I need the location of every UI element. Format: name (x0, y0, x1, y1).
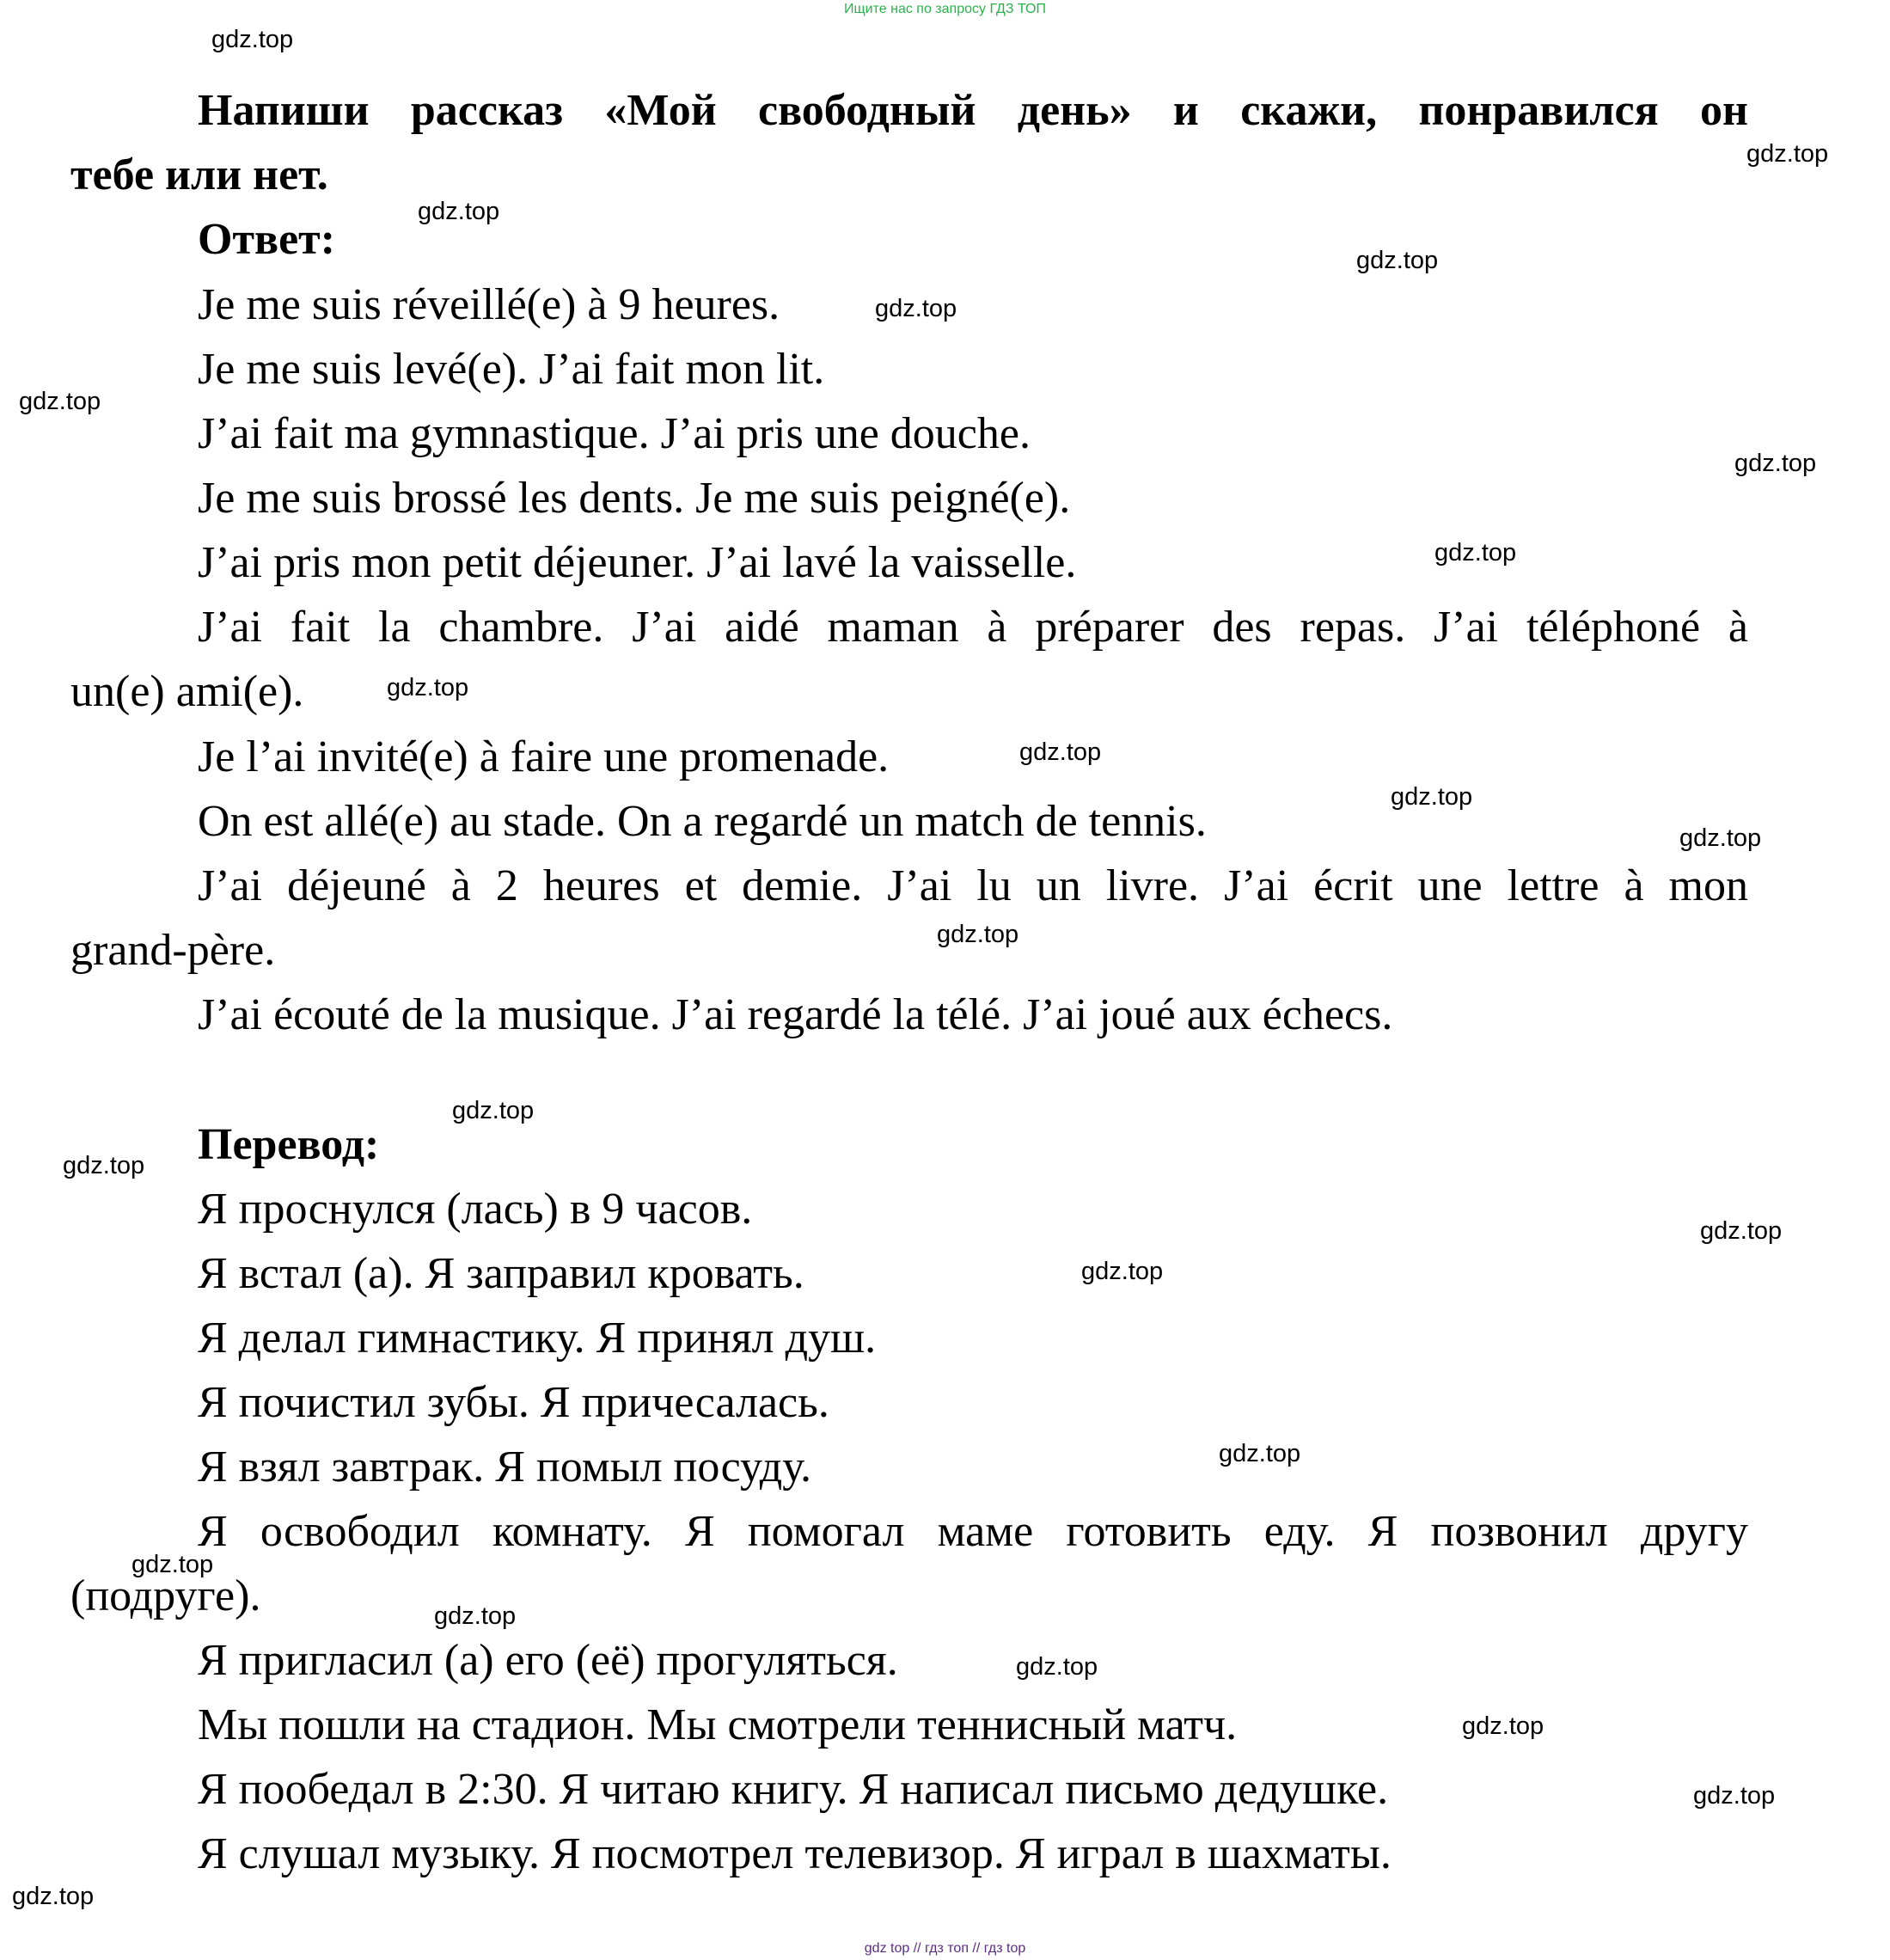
watermark: gdz.top (1746, 140, 1829, 168)
answer-line: J’ai déjeuné à 2 heures et demie. J’ai lu un livre. J’ai écrit une lettre à mon (198, 861, 1748, 910)
watermark: gdz.top (132, 1551, 214, 1578)
bottom-banner: gdz top // гдз топ // гдз top (864, 1941, 1026, 1956)
answer-line: grand-père. (70, 926, 276, 975)
task-line-2: тебе или нет. (70, 150, 328, 199)
answer-line: Je l’ai invité(e) à faire une promenade. (198, 732, 890, 781)
watermark: gdz.top (434, 1602, 517, 1630)
watermark: gdz.top (1219, 1440, 1301, 1467)
watermark: gdz.top (1734, 450, 1817, 477)
watermark: gdz.top (387, 674, 469, 701)
watermark: gdz.top (452, 1097, 535, 1124)
answer-line: un(e) ami(e). (70, 667, 304, 716)
answer-line: J’ai écouté de la musique. J’ai regardé la télé. J’ai joué aux échecs. (198, 990, 1393, 1039)
answer-heading: Ответ: (198, 215, 336, 264)
watermark: gdz.top (1462, 1712, 1544, 1740)
watermark: gdz.top (1700, 1217, 1783, 1245)
answer-line: On est allé(e) au stade. On a regardé un match de tennis. (198, 797, 1207, 846)
watermark: gdz.top (1016, 1653, 1098, 1681)
translation-line: Я пригласил (а) его (её) прогуляться. (198, 1636, 898, 1685)
watermark: gdz.top (1081, 1258, 1164, 1285)
translation-heading: Перевод: (198, 1120, 380, 1169)
task-line-1: Напиши рассказ «Мой свободный день» и скажи, понравился он (198, 86, 1748, 135)
watermark: gdz.top (1356, 247, 1439, 274)
translation-line: Мы пошли на стадион. Мы смотрели теннисный матч. (198, 1700, 1238, 1749)
answer-line: Je me suis brossé les dents. Je me suis peigné(e). (198, 474, 1071, 523)
answer-line: Je me suis levé(e). J’ai fait mon lit. (198, 345, 825, 394)
watermark: gdz.top (63, 1152, 145, 1179)
watermark: gdz.top (418, 198, 500, 225)
watermark: gdz.top (12, 1883, 95, 1910)
answer-line: J’ai fait la chambre. J’ai aidé maman à préparer des repas. J’ai téléphoné à (198, 603, 1748, 652)
translation-line: Я слушал музыку. Я посмотрел телевизор. Я играл в шахматы. (198, 1829, 1392, 1878)
watermark: gdz.top (937, 921, 1019, 948)
watermark: gdz.top (875, 295, 957, 322)
watermark: gdz.top (1679, 824, 1762, 852)
watermark: gdz.top (211, 26, 294, 53)
answer-line: J’ai pris mon petit déjeuner. J’ai lavé la vaisselle. (198, 538, 1077, 587)
watermark: gdz.top (1434, 539, 1517, 567)
top-banner: Ищите нас по запросу ГДЗ ТОП (844, 2, 1046, 16)
translation-line: Я почистил зубы. Я причесалась. (198, 1378, 829, 1427)
watermark: gdz.top (1693, 1782, 1776, 1810)
watermark: gdz.top (19, 388, 101, 415)
translation-line: Я пообедал в 2:30. Я читаю книгу. Я написал письмо дедушке. (198, 1765, 1389, 1814)
translation-line: Я делал гимнастику. Я принял душ. (198, 1314, 877, 1363)
watermark: gdz.top (1391, 783, 1473, 811)
answer-line: Je me suis réveillé(e) à 9 heures. (198, 280, 780, 329)
translation-line: Я освободил комнату. Я помогал маме готовить еду. Я позвонил другу (198, 1507, 1748, 1556)
translation-line: Я встал (а). Я заправил кровать. (198, 1249, 804, 1298)
translation-line: Я проснулся (лась) в 9 часов. (198, 1185, 753, 1234)
answer-line: J’ai fait ma gymnastique. J’ai pris une douche. (198, 409, 1031, 458)
translation-line: Я взял завтрак. Я помыл посуду. (198, 1442, 812, 1491)
translation-line: (подруге). (70, 1571, 261, 1620)
watermark: gdz.top (1019, 738, 1102, 766)
